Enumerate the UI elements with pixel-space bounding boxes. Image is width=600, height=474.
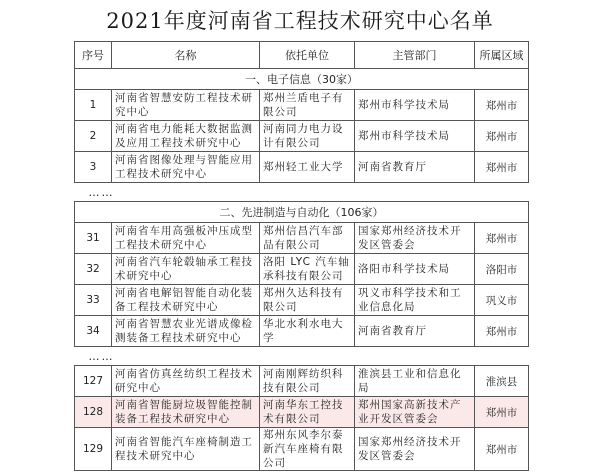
cell-dept: 河南省教育厅 bbox=[355, 152, 475, 183]
cell-region: 郑州市 bbox=[475, 90, 529, 121]
cell-region: 郑州市 bbox=[475, 152, 529, 183]
table-row bbox=[75, 366, 529, 397]
section-row bbox=[75, 69, 529, 90]
cell-region: 郑州市 bbox=[475, 223, 529, 254]
cell-name: 河南省汽车轮毂轴承工程技术研究中心 bbox=[112, 254, 260, 285]
cell-dept: 巩义市科学技术和工业信息化局 bbox=[355, 285, 475, 316]
cell-region: 郑州市 bbox=[475, 397, 529, 428]
header-no: 序号 bbox=[75, 42, 112, 69]
table-row bbox=[75, 152, 529, 183]
header-name: 名称 bbox=[112, 42, 260, 69]
cell-unit: 河南华东工控技术有限公司 bbox=[260, 397, 355, 428]
table-row bbox=[75, 285, 529, 316]
cell-name: 河南省智慧农业光谱成像检测装备工程技术研究中心 bbox=[112, 316, 260, 347]
table-row bbox=[75, 90, 529, 121]
cell-unit: 郑州久达科技有限公司 bbox=[260, 285, 355, 316]
ellipsis-text: …… bbox=[75, 347, 529, 366]
cell-unit: 郑州兰盾电子有限公司 bbox=[260, 90, 355, 121]
ellipsis-text: …… bbox=[75, 183, 529, 202]
table-row-highlighted bbox=[75, 397, 529, 428]
cell-no: 33 bbox=[75, 285, 112, 316]
cell-no: 129 bbox=[75, 428, 112, 471]
table-row bbox=[75, 254, 529, 285]
cell-dept: 郑州市科学技术局 bbox=[355, 90, 475, 121]
cell-name: 河南省电解铝智能自动化装备工程技术研究中心 bbox=[112, 285, 260, 316]
cell-dept: 洛阳市科学技术局 bbox=[355, 254, 475, 285]
cell-unit: 洛阳 LYC 汽车轴承科技有限公司 bbox=[260, 254, 355, 285]
cell-no: 127 bbox=[75, 366, 112, 397]
section-row bbox=[75, 202, 529, 223]
document-title: 2021年度河南省工程技术研究中心名单 bbox=[106, 9, 494, 33]
cell-no: 128 bbox=[75, 397, 112, 428]
cell-region: 郑州市 bbox=[475, 316, 529, 347]
cell-no: 1 bbox=[75, 90, 112, 121]
cell-dept: 河南省教育厅 bbox=[355, 316, 475, 347]
cell-no: 32 bbox=[75, 254, 112, 285]
cell-name: 河南省智能厨垃圾智能控制装备工程技术研究中心 bbox=[112, 397, 260, 428]
research-center-table bbox=[74, 41, 529, 471]
cell-no: 31 bbox=[75, 223, 112, 254]
ellipsis-row bbox=[75, 183, 529, 202]
table-row bbox=[75, 121, 529, 152]
section-label: 一、电子信息（30家） bbox=[75, 69, 529, 90]
cell-region: 巩义市 bbox=[475, 285, 529, 316]
cell-no: 2 bbox=[75, 121, 112, 152]
cell-dept: 郑州市科学技术局 bbox=[355, 121, 475, 152]
cell-no: 34 bbox=[75, 316, 112, 347]
cell-unit: 郑州东风李尔泰新汽车座椅有限公司 bbox=[260, 428, 355, 471]
cell-name: 河南省智能汽车座椅制造工程技术研究中心 bbox=[112, 428, 260, 471]
cell-unit: 华北水利水电大学 bbox=[260, 316, 355, 347]
cell-unit: 郑州信昌汽车部品有限公司 bbox=[260, 223, 355, 254]
table-row bbox=[75, 223, 529, 254]
cell-unit: 河南刚辉纺织科技有限公司 bbox=[260, 366, 355, 397]
cell-name: 河南省智慧安防工程技术研究中心 bbox=[112, 90, 260, 121]
cell-dept: 郑州国家高新技术产业开发区管委会 bbox=[355, 397, 475, 428]
ellipsis-row bbox=[75, 347, 529, 366]
cell-dept: 国家郑州经济技术开发区管委会 bbox=[355, 223, 475, 254]
cell-name: 河南省图像处理与智能应用工程技术研究中心 bbox=[112, 152, 260, 183]
cell-region: 淮滨县 bbox=[475, 366, 529, 397]
table-header-row bbox=[75, 42, 529, 69]
cell-name: 河南省车用高强板冲压成型工程技术研究中心 bbox=[112, 223, 260, 254]
cell-name: 河南省电力能耗大数据监测及应用工程技术研究中心 bbox=[112, 121, 260, 152]
header-unit: 依托单位 bbox=[260, 42, 355, 69]
cell-no: 3 bbox=[75, 152, 112, 183]
cell-dept: 国家郑州经济技术开发区管委会 bbox=[355, 428, 475, 471]
table-row bbox=[75, 316, 529, 347]
header-dept: 主管部门 bbox=[355, 42, 475, 69]
header-region: 所属区域 bbox=[475, 42, 529, 69]
cell-name: 河南省仿真丝纺织工程技术研究中心 bbox=[112, 366, 260, 397]
cell-unit: 郑州轻工业大学 bbox=[260, 152, 355, 183]
cell-unit: 河南同力电力设计有限公司 bbox=[260, 121, 355, 152]
cell-region: 洛阳市 bbox=[475, 254, 529, 285]
cell-dept: 淮滨县工业和信息化局 bbox=[355, 366, 475, 397]
cell-region: 郑州市 bbox=[475, 428, 529, 471]
cell-region: 郑州市 bbox=[475, 121, 529, 152]
section-label: 二、先进制造与自动化（106家） bbox=[75, 202, 529, 223]
table-row bbox=[75, 428, 529, 471]
